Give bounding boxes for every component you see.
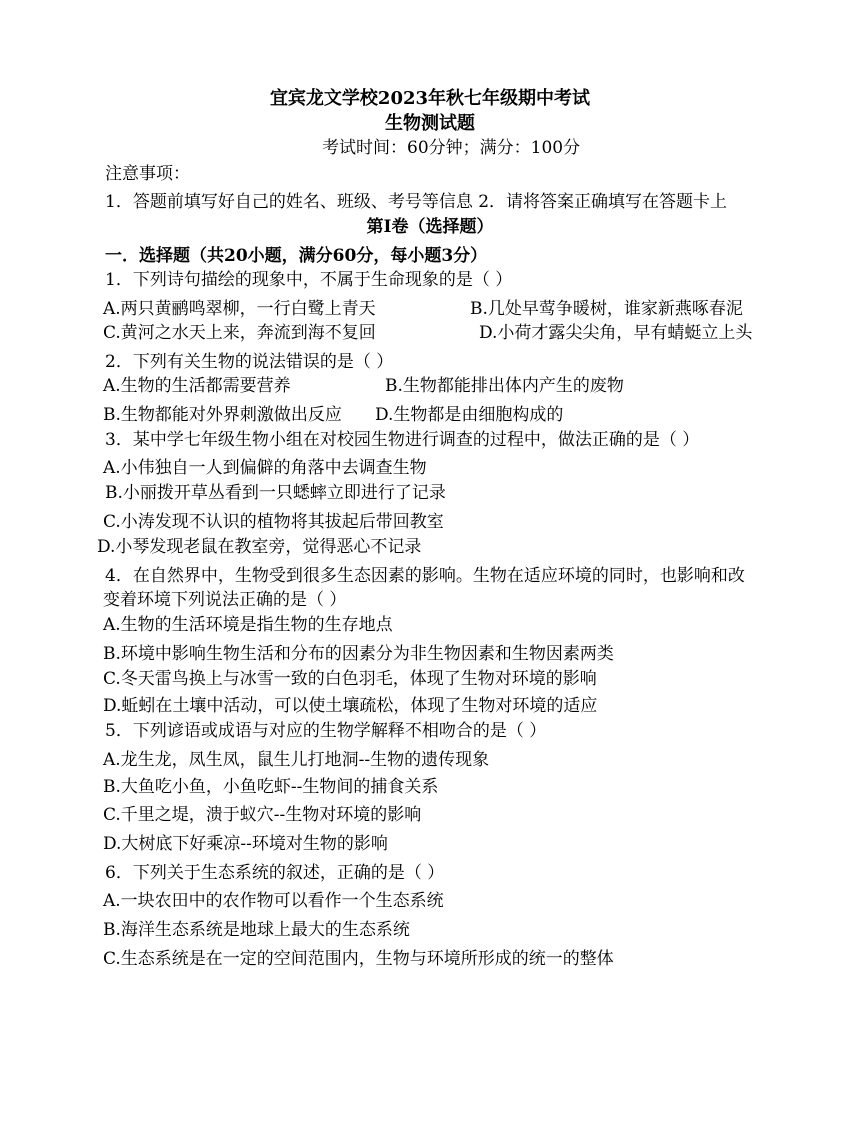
volume-title: 第Ⅰ卷（选择题） xyxy=(366,217,494,237)
question-2-option-d: D.生物都是由细胞构成的 xyxy=(375,405,564,425)
question-5-option-a: A.龙生龙，凤生凤，鼠生儿打地洞--生物的遗传现象 xyxy=(103,750,490,770)
question-1-option-a: A.两只黄鹂鸣翠柳，一行白鹭上青天 xyxy=(103,299,376,319)
question-1-option-d: D.小荷才露尖尖角，早有蜻蜓立上头 xyxy=(479,323,753,343)
question-5-option-c: C.千里之堤，溃于蚁穴--生物对环境的影响 xyxy=(103,805,422,825)
question-1-option-b: B.几处早莺争暖树，谁家新燕啄春泥 xyxy=(470,299,743,319)
question-5-option-d: D.大树底下好乘凉--环境对生物的影响 xyxy=(103,834,388,854)
question-2-option-a: A.生物的生活都需要营养 xyxy=(103,376,291,396)
question-3-option-d: D.小琴发现老鼠在教室旁，觉得恶心不记录 xyxy=(97,537,422,557)
question-1-option-c: C.黄河之水天上来，奔流到海不复回 xyxy=(103,323,376,343)
question-2-stem: 2．下列有关生物的说法错误的是（ ） xyxy=(105,352,394,372)
question-3-option-b: B.小丽拨开草丛看到一只蟋蟀立即进行了记录 xyxy=(105,483,446,503)
notice-text: 1．答题前填写好自己的姓名、班级、考号等信息 2．请将答案正确填写在答题卡上 xyxy=(105,192,728,212)
question-4-option-a: A.生物的生活环境是指生物的生存地点 xyxy=(103,615,393,635)
question-1-stem: 1．下列诗句描绘的现象中，不属于生命现象的是（ ） xyxy=(105,270,513,290)
exam-subtitle: 生物测试题 xyxy=(385,113,475,134)
notice-heading: 注意事项： xyxy=(105,164,190,184)
question-4-option-b: B.环境中影响生物生活和分布的因素分为非生物因素和生物因素两类 xyxy=(103,644,614,664)
question-6-stem: 6．下列关于生态系统的叙述，正确的是（ ） xyxy=(105,863,445,883)
question-3-option-c: C.小涛发现不认识的植物将其拔起后带回教室 xyxy=(103,512,444,532)
section-title: 一．选择题（共20小题，满分60分，每小题3分） xyxy=(105,246,488,266)
question-3-option-a: A.小伟独自一人到偏僻的角落中去调查生物 xyxy=(103,458,427,478)
question-6-option-c: C.生态系统是在一定的空间范围内，生物与环境所形成的统一的整体 xyxy=(103,949,614,969)
question-2-option-c: B.生物都能对外界刺激做出反应 xyxy=(103,405,342,425)
exam-info: 考试时间：60分钟；满分：100分 xyxy=(322,138,581,158)
question-4-option-d: D.蚯蚓在土壤中活动，可以使土壤疏松，体现了生物对环境的适应 xyxy=(103,696,598,716)
exam-title: 宜宾龙文学校2023年秋七年级期中考试 xyxy=(269,88,591,109)
question-6-option-a: A.一块农田中的农作物可以看作一个生态系统 xyxy=(103,891,444,911)
question-4-stem-continued: 变着环境下列说法正确的是（ ） xyxy=(103,590,347,610)
question-4-stem: 4．在自然界中，生物受到很多生态因素的影响。生物在适应环境的同时，也影响和改 xyxy=(105,566,745,586)
question-3-stem: 3．某中学七年级生物小组在对校园生物进行调查的过程中，做法正确的是（ ） xyxy=(105,430,700,450)
question-2-option-b: B.生物都能排出体内产生的废物 xyxy=(385,376,624,396)
question-5-option-b: B.大鱼吃小鱼，小鱼吃虾--生物间的捕食关系 xyxy=(103,777,439,797)
question-5-stem: 5．下列谚语或成语与对应的生物学解释不相吻合的是（ ） xyxy=(105,721,547,741)
question-4-option-c: C.冬天雷鸟换上与冰雪一致的白色羽毛，体现了生物对环境的影响 xyxy=(103,669,597,689)
question-6-option-b: B.海洋生态系统是地球上最大的生态系统 xyxy=(103,920,410,940)
